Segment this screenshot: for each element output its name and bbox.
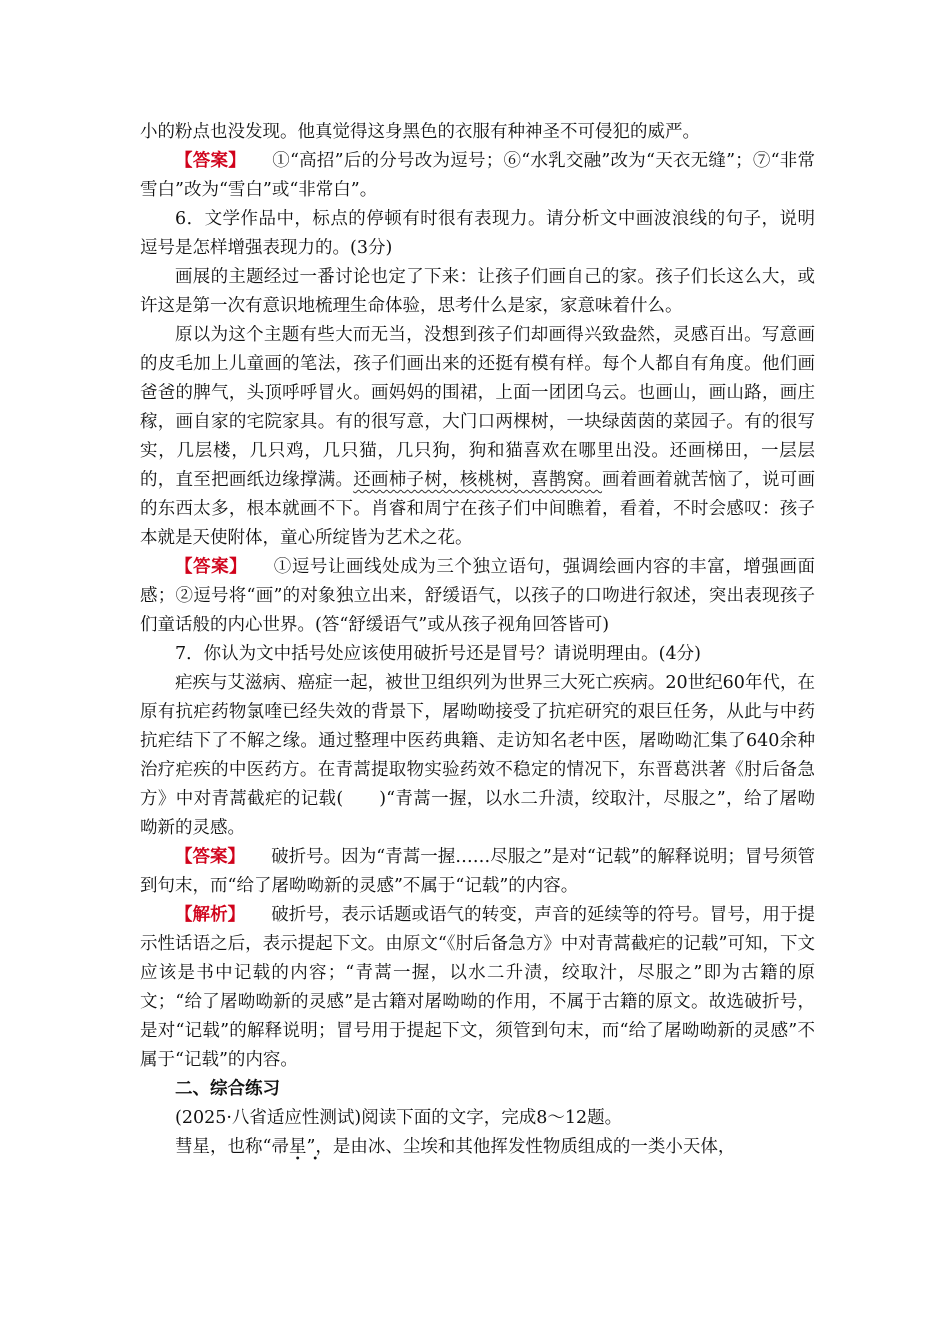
answer-tag: 【答案】: [175, 847, 246, 867]
passage-8-start: 彗星，也称“帚星”，是由冰、尘埃和其他挥发性物质组成的一类小天体，: [175, 1137, 736, 1157]
document-body: [140, 118, 815, 1162]
passage-6-paragraph-2: 原以为这个主题有些大而无当，没想到孩子们却画得兴致盎然，灵感百出。写意画的皮毛加上儿童画的笔法，孩子们画出来的还挺有模有样。每个人都自有角度。他们画爸爸的脾气，头顶呼呼冒火。画妈妈的围裙，上面一团团乌云。也画山，画山路，画庄稼，画自家的宅院家具。有的很写意，大门口两棵树，一块绿茵茵的菜园子。有的很写实，几层楼，几只鸡，几只猫，几只狗，狗和猫喜欢在哪里出没。还画梯田，一层层的，直至把画纸边缘撑满。还画柿子树，核桃树，喜鹊窝。画着画着就苦恼了，说可画的东西太多，根本就画不下。肖睿和周宁在孩子们中间瞧着，看着，不时会感叹：孩子本就是天使附体，童心所绽皆为艺术之花。: [140, 325, 816, 548]
wavy-underlined-sentence: 还画柿子树，核桃树，喜鹊窝。: [353, 470, 603, 490]
dotted-char: 帚: [271, 1137, 289, 1157]
answer-6: [140, 553, 815, 640]
answer-tag: 【答案】: [175, 151, 246, 171]
question-6: 6．文学作品中，标点的停顿有时很有表现力。请分析文中画波浪线的句子，说明逗号是怎样增强表现力的。(3分): [140, 209, 815, 258]
section-heading: 二、综合练习: [175, 1079, 280, 1099]
analysis-text: 破折号，表示话题或语气的转变，声音的延续等的符号。冒号，用于提示性话语之后，表示提起下文。由原文“《肘后备急方》中对青蒿截疟的记载”可知，下文应该是书中记载的内容；“青蒿一握，以水二升渍，绞取汁，尽服之”即为古籍的原文；“给了屠呦呦新的灵感”是古籍对屠呦呦的作用，不属于古籍的原文。故选破折号，是对“记载”的解释说明；冒号用于提起下文，须管到句末，而“给了屠呦呦新的灵感”不属于“记载”的内容。: [140, 905, 815, 1070]
answer-text: ①逗号让画线处成为三个独立语句，强调绘画内容的丰富，增强画面感；②逗号将“画”的对象独立出来，舒缓语气，以孩子的口吻进行叙述，突出表现孩子们童话般的内心世界。(答“舒缓语气”或从孩子视角回答皆可): [140, 557, 816, 635]
dotted-char: 星: [288, 1137, 307, 1157]
continued-line: 小的粉点也没发现。他真觉得这身黑色的衣服有种神圣不可侵犯的威严。: [140, 122, 700, 142]
analysis-tag: 【解析】: [175, 905, 246, 925]
answer-text: ①“高招”后的分号改为逗号；⑥“水乳交融”改为“天衣无缝”；⑦“非常雪白”改为“雪白”或“非常白”。: [140, 151, 816, 200]
answer-text: 破折号。因为“青蒿一握……尽服之”是对“记载”的解释说明；冒号须管到句末，而“给了屠呦呦新的灵感”不属于“记载”的内容。: [140, 847, 815, 896]
answer-5: [140, 147, 815, 205]
source-line: (2025·八省适应性测试)阅读下面的文字，完成8～12题。: [175, 1108, 623, 1128]
passage-6-paragraph-1: 画展的主题经过一番讨论也定了下来：让孩子们画自己的家。孩子们长这么大，或许这是第一次有意识地梳理生命体验，思考什么是家，家意味着什么。: [140, 267, 815, 316]
question-7: 7．你认为文中括号处应该使用破折号还是冒号？请说明理由。(4分): [175, 644, 701, 664]
analysis-7: [140, 901, 815, 1075]
passage-7: 疟疾与艾滋病、癌症一起，被世卫组织列为世界三大死亡疾病。20世纪60年代，在原有抗疟药物氯喹已经失效的背景下，屠呦呦接受了抗疟研究的艰巨任务，从此与中药抗疟结下了不解之缘。通过整理中医药典籍、走访知名老中医，屠呦呦汇集了640余种治疗疟疾的中医药方。在青蒿提取物实验药效不稳定的情况下，东晋葛洪著《肘后备急方》中对青蒿截疟的记载( )“青蒿一握，以水二升渍，绞取汁，尽服之”，给了屠呦呦新的灵感。: [140, 673, 816, 838]
answer-7: [140, 843, 815, 901]
answer-tag: 【答案】: [175, 557, 248, 577]
